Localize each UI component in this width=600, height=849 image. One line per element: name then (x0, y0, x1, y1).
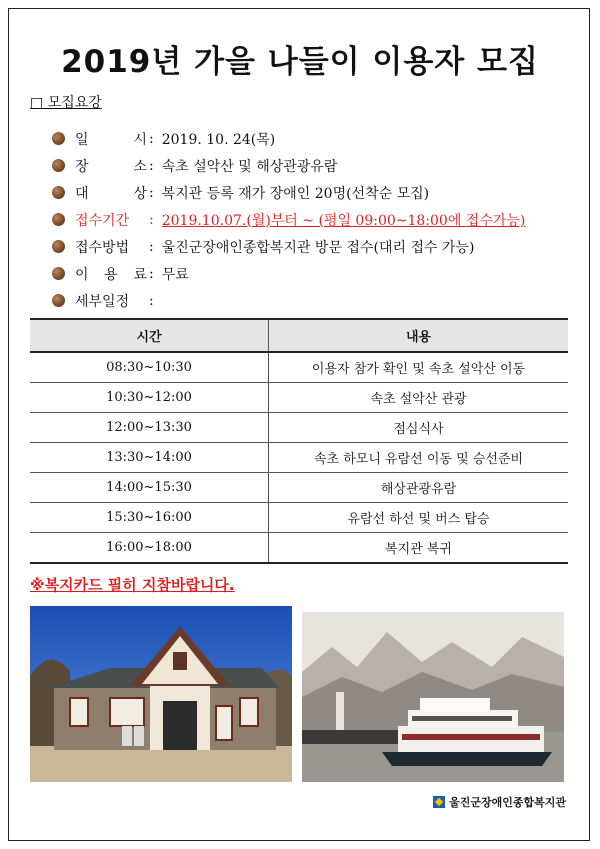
info-label: 대 상 (75, 185, 147, 202)
schedule-time: 13:30~14:00 (30, 443, 269, 473)
info-row: 이 용 료 : 무료 (52, 260, 572, 287)
schedule-row (30, 533, 568, 564)
info-row: 장 소 : 속초 설악산 및 해상관광유람 (52, 152, 572, 179)
schedule-content: 유람선 하선 및 버스 탑승 (269, 503, 569, 533)
bullet-icon (52, 267, 65, 280)
schedule-row (30, 383, 568, 413)
bullet-icon (52, 240, 65, 253)
schedule-content: 속초 설악산 관광 (269, 383, 569, 413)
bullet-icon (52, 132, 65, 145)
info-label: 일 시 (75, 131, 147, 148)
schedule-content: 해상관광유람 (269, 473, 569, 503)
bullet-icon (52, 186, 65, 199)
info-value: 2019.10.07.(월)부터 ~ (평일 09:00~18:00에 접수가능) (161, 212, 526, 229)
schedule-time: 14:00~15:30 (30, 473, 269, 503)
schedule-row (30, 473, 568, 503)
schedule-time: 12:00~13:30 (30, 413, 269, 443)
schedule-time: 15:30~16:00 (30, 503, 269, 533)
info-label: 접수기간 (75, 212, 130, 229)
info-row: 접수기간 : 2019.10.07.(월)부터 ~ (평일 09:00~18:00에 접수가능) (52, 206, 572, 233)
schedule-time: 08:30~10:30 (30, 352, 269, 383)
schedule-time: 16:00~18:00 (30, 533, 269, 564)
header-content: 내용 (269, 319, 569, 352)
schedule-header-row (30, 319, 568, 352)
info-value: 2019. 10. 24(목) (161, 131, 276, 148)
schedule-row (30, 413, 568, 443)
bullet-icon (52, 294, 65, 307)
info-value: 무료 (161, 266, 189, 283)
info-row: 대 상 : 복지관 등록 재가 장애인 20명(선착순 모집) (52, 179, 572, 206)
info-label: 장 소 (75, 158, 147, 175)
schedule-table (30, 318, 568, 564)
section-heading (30, 92, 102, 112)
schedule-content: 복지관 복귀 (269, 533, 569, 564)
info-row: 접수방법 : 울진군장애인종합복지관 방문 접수(대리 접수 가능) (52, 233, 572, 260)
footer (433, 794, 566, 810)
footer-org-name: 울진군장애인종합복지관 (449, 796, 566, 809)
schedule-content: 점심식사 (269, 413, 569, 443)
bullet-icon (52, 213, 65, 226)
info-row: 세부일정 : (52, 287, 572, 314)
welfare-logo-icon (433, 796, 445, 808)
info-list (52, 125, 572, 314)
schedule-row (30, 503, 568, 533)
header-time: 시간 (30, 319, 269, 352)
schedule-time: 10:30~12:00 (30, 383, 269, 413)
schedule-content: 속초 하모니 유람선 이동 및 승선준비 (269, 443, 569, 473)
section-heading-text: □ 모집요강 (30, 95, 102, 111)
info-row: 일 시 : 2019. 10. 24(목) (52, 125, 572, 152)
page-title: 2019년 가을 나들이 이용자 모집 (61, 44, 539, 80)
schedule-row (30, 352, 568, 383)
info-value: 울진군장애인종합복지관 방문 접수(대리 접수 가능) (161, 239, 475, 256)
bullet-icon (52, 159, 65, 172)
ferry-photo (302, 612, 564, 782)
info-label: 이 용 료 (75, 266, 147, 283)
info-label: 접수방법 (75, 239, 130, 256)
schedule-row (30, 443, 568, 473)
info-value: 복지관 등록 재가 장애인 20명(선착순 모집) (161, 185, 430, 202)
notice-text: ※복지카드 필히 지참바랍니다. (30, 576, 235, 594)
info-value: 속초 설악산 및 해상관광유람 (161, 158, 338, 175)
building-photo (30, 606, 292, 782)
schedule-content: 이용자 참가 확인 및 속초 설악산 이동 (269, 352, 569, 383)
info-label: 세부일정 (75, 293, 130, 310)
